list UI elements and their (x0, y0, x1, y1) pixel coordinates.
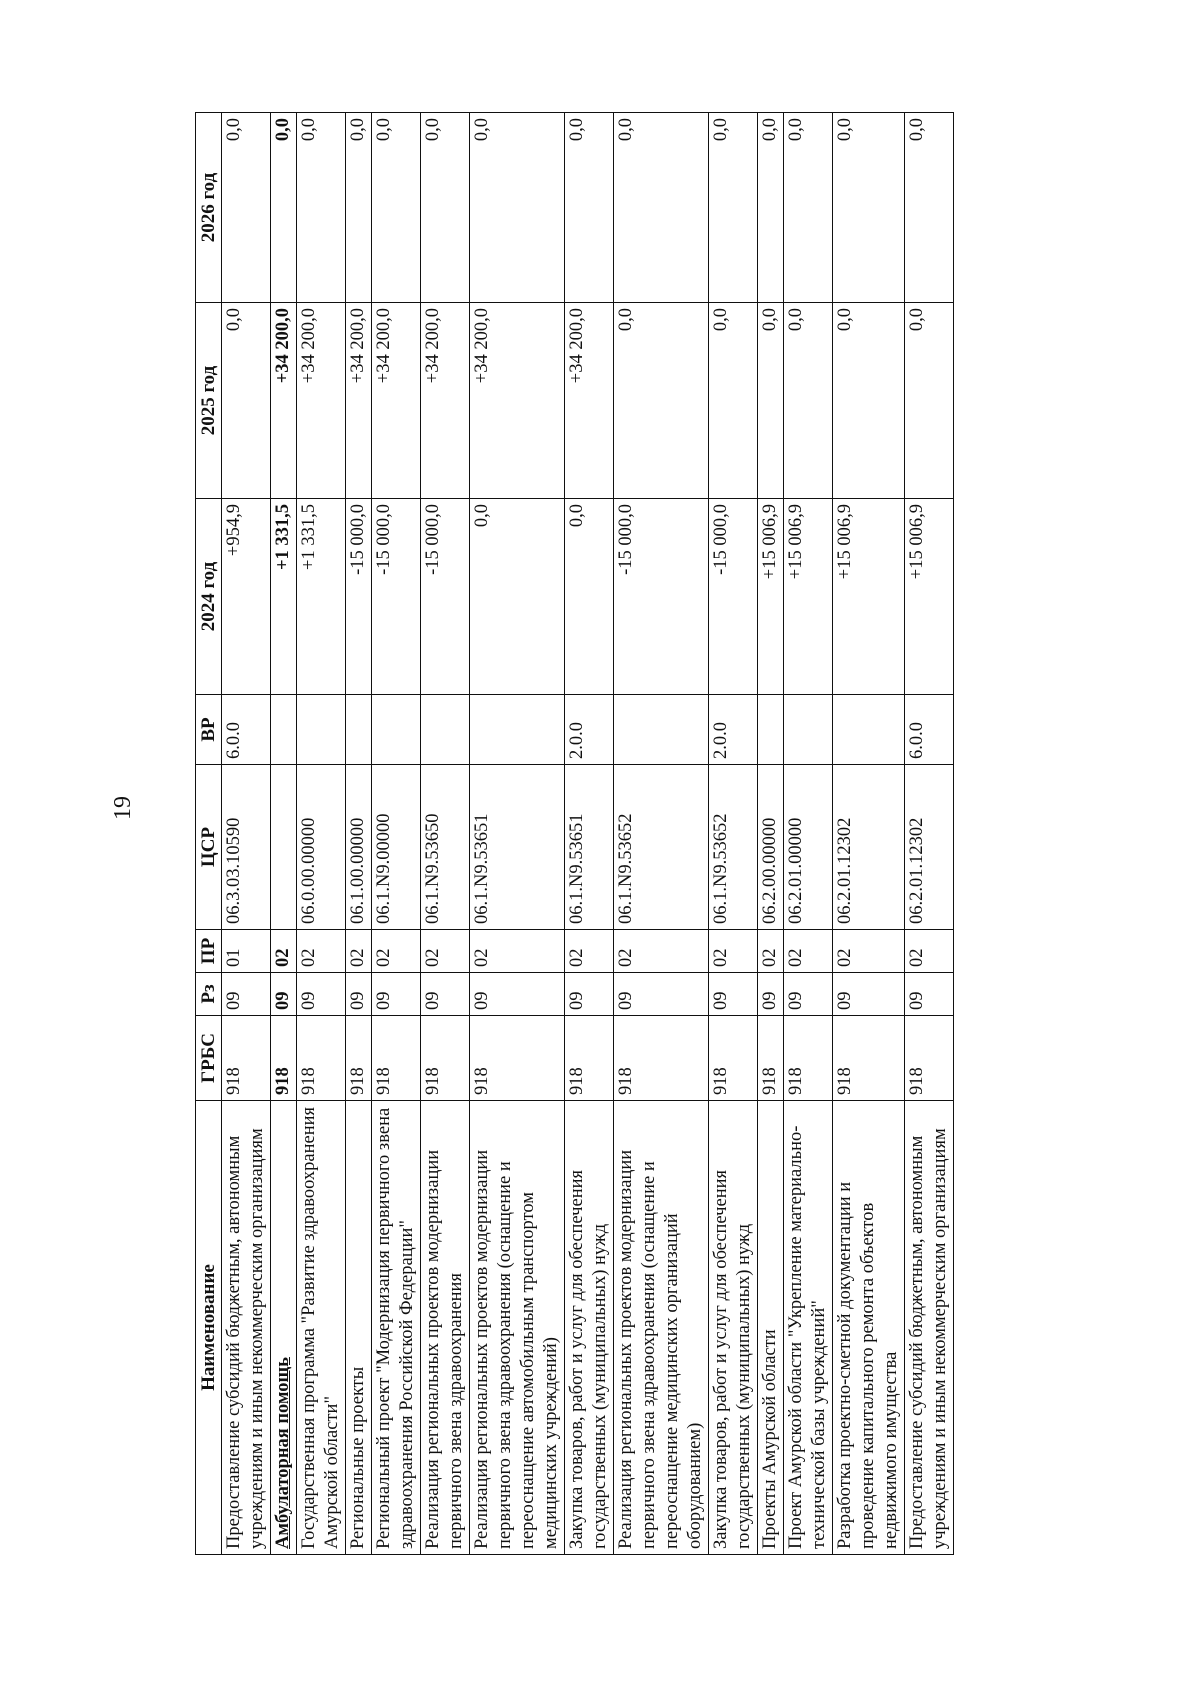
name-cell: Амбулаторная помощь (271, 1101, 297, 1555)
grbs-cell: 918 (565, 1016, 614, 1101)
rz-cell: 09 (758, 973, 784, 1016)
table-row (565, 113, 614, 1555)
year-2024-cell: +15 006,9 (833, 499, 905, 695)
csr-cell: 06.1.N9.53651 (470, 765, 565, 930)
table-row (372, 113, 421, 1555)
pr-cell: 02 (833, 930, 905, 973)
year-2024-cell: +1 331,5 (271, 499, 297, 695)
year-2025-cell: 0,0 (833, 303, 905, 499)
table-row (614, 113, 709, 1555)
grbs-cell: 918 (346, 1016, 372, 1101)
table-row (784, 113, 833, 1555)
grbs-cell: 918 (758, 1016, 784, 1101)
header-cell: ГРБС (196, 1016, 222, 1101)
name-cell: Закупка товаров, работ и услуг для обеспечения государственных (муниципальных) нужд (565, 1101, 614, 1555)
rz-cell: 09 (905, 973, 954, 1016)
year-2025-cell: +34 200,0 (421, 303, 470, 499)
pr-cell: 02 (372, 930, 421, 973)
vr-cell: 6.0.0 (905, 695, 954, 765)
year-2025-cell: 0,0 (905, 303, 954, 499)
year-2026-cell: 0,0 (271, 113, 297, 303)
year-2024-cell: -15 000,0 (614, 499, 709, 695)
year-2025-cell: +34 200,0 (470, 303, 565, 499)
pr-cell: 02 (297, 930, 346, 973)
csr-cell: 06.0.00.00000 (297, 765, 346, 930)
csr-cell (271, 765, 297, 930)
year-2026-cell: 0,0 (565, 113, 614, 303)
csr-cell: 06.1.00.00000 (346, 765, 372, 930)
table-row (470, 113, 565, 1555)
year-2025-cell: +34 200,0 (297, 303, 346, 499)
table-row (905, 113, 954, 1555)
grbs-cell: 918 (271, 1016, 297, 1101)
year-2026-cell: 0,0 (758, 113, 784, 303)
vr-cell: 2.0.0 (565, 695, 614, 765)
vr-cell (372, 695, 421, 765)
vr-cell (346, 695, 372, 765)
header-cell: Рз (196, 973, 222, 1016)
name-cell: Закупка товаров, работ и услуг для обеспечения государственных (муниципальных) нужд (709, 1101, 758, 1555)
year-2026-cell: 0,0 (833, 113, 905, 303)
table-row (271, 113, 297, 1555)
year-2026-cell: 0,0 (784, 113, 833, 303)
csr-cell: 06.1.N9.53650 (421, 765, 470, 930)
table-row (222, 113, 271, 1555)
header-cell: ВР (196, 695, 222, 765)
year-2025-cell: +34 200,0 (565, 303, 614, 499)
grbs-cell: 918 (784, 1016, 833, 1101)
rz-cell: 09 (421, 973, 470, 1016)
vr-cell (271, 695, 297, 765)
year-2025-cell: +34 200,0 (346, 303, 372, 499)
rz-cell: 09 (297, 973, 346, 1016)
year-2025-cell: 0,0 (614, 303, 709, 499)
vr-cell: 6.0.0 (222, 695, 271, 765)
pr-cell: 02 (709, 930, 758, 973)
year-2026-cell: 0,0 (614, 113, 709, 303)
header-cell: ЦСР (196, 765, 222, 930)
pr-cell: 02 (905, 930, 954, 973)
name-cell: Предоставление субсидий бюджетным, автономным учреждениям и иным некоммерческим организациям (222, 1101, 271, 1555)
year-2026-cell: 0,0 (470, 113, 565, 303)
year-2026-cell: 0,0 (346, 113, 372, 303)
year-2026-cell: 0,0 (372, 113, 421, 303)
csr-cell: 06.1.N9.53651 (565, 765, 614, 930)
pr-cell: 02 (470, 930, 565, 973)
year-2025-cell: 0,0 (784, 303, 833, 499)
grbs-cell: 918 (297, 1016, 346, 1101)
year-2024-cell: +15 006,9 (784, 499, 833, 695)
csr-cell: 06.1.N9.53652 (709, 765, 758, 930)
table-row (421, 113, 470, 1555)
grbs-cell: 918 (614, 1016, 709, 1101)
grbs-cell: 918 (372, 1016, 421, 1101)
vr-cell: 2.0.0 (709, 695, 758, 765)
rz-cell: 09 (833, 973, 905, 1016)
grbs-cell: 918 (905, 1016, 954, 1101)
year-2026-cell: 0,0 (222, 113, 271, 303)
name-cell: Государственная программа "Развитие здравоохранения Амурской области" (297, 1101, 346, 1555)
year-2024-cell: -15 000,0 (372, 499, 421, 695)
name-cell: Проект Амурской области "Укрепление материально-технической базы учреждений" (784, 1101, 833, 1555)
vr-cell (614, 695, 709, 765)
year-2026-cell: 0,0 (905, 113, 954, 303)
vr-cell (470, 695, 565, 765)
header-cell: Наименование (196, 1101, 222, 1555)
csr-cell: 06.2.01.12302 (905, 765, 954, 930)
pr-cell: 02 (271, 930, 297, 973)
rz-cell: 09 (271, 973, 297, 1016)
year-2024-cell: +954,9 (222, 499, 271, 695)
vr-cell (758, 695, 784, 765)
table-row (758, 113, 784, 1555)
rz-cell: 09 (709, 973, 758, 1016)
rz-cell: 09 (784, 973, 833, 1016)
csr-cell: 06.3.03.10590 (222, 765, 271, 930)
csr-cell: 06.1.N9.00000 (372, 765, 421, 930)
table-row (297, 113, 346, 1555)
vr-cell (784, 695, 833, 765)
page-number: 19 (110, 796, 136, 820)
csr-cell: 06.2.01.00000 (784, 765, 833, 930)
name-cell: Реализация региональных проектов модернизации первичного звена здравоохранения (оснащение и переоснащение автомобильным транспортом медицинских учреждений) (470, 1101, 565, 1555)
vr-cell (297, 695, 346, 765)
budget-table (195, 112, 954, 1555)
pr-cell: 02 (614, 930, 709, 973)
name-cell: Реализация региональных проектов модернизации первичного звена здравоохранения (оснащение и переоснащение медицинских организаций оборудованием) (614, 1101, 709, 1555)
rz-cell: 09 (470, 973, 565, 1016)
csr-cell: 06.2.01.12302 (833, 765, 905, 930)
grbs-cell: 918 (470, 1016, 565, 1101)
year-2024-cell: -15 000,0 (709, 499, 758, 695)
vr-cell (421, 695, 470, 765)
grbs-cell: 918 (833, 1016, 905, 1101)
header-cell: ПР (196, 930, 222, 973)
year-2024-cell: 0,0 (565, 499, 614, 695)
year-2026-cell: 0,0 (709, 113, 758, 303)
year-2024-cell: +15 006,9 (905, 499, 954, 695)
pr-cell: 01 (222, 930, 271, 973)
rz-cell: 09 (372, 973, 421, 1016)
name-cell: Региональный проект "Модернизация первичного звена здравоохранения Российской Федерации" (372, 1101, 421, 1555)
name-cell: Проекты Амурской области (758, 1101, 784, 1555)
year-2025-cell: +34 200,0 (271, 303, 297, 499)
name-cell: Предоставление субсидий бюджетным, автономным учреждениям и иным некоммерческим организациям (905, 1101, 954, 1555)
year-2025-cell: 0,0 (758, 303, 784, 499)
year-2025-cell: 0,0 (222, 303, 271, 499)
year-2026-cell: 0,0 (297, 113, 346, 303)
grbs-cell: 918 (222, 1016, 271, 1101)
year-2024-cell: +1 331,5 (297, 499, 346, 695)
rz-cell: 09 (565, 973, 614, 1016)
year-2025-cell: +34 200,0 (372, 303, 421, 499)
pr-cell: 02 (421, 930, 470, 973)
name-cell: Разработка проектно-сметной документации и проведение капитального ремонта объектов недвижимого имущества (833, 1101, 905, 1555)
csr-cell: 06.1.N9.53652 (614, 765, 709, 930)
pr-cell: 02 (758, 930, 784, 973)
table-row (346, 113, 372, 1555)
rz-cell: 09 (222, 973, 271, 1016)
rz-cell: 09 (614, 973, 709, 1016)
name-cell: Реализация региональных проектов модернизации первичного звена здравоохранения (421, 1101, 470, 1555)
rz-cell: 09 (346, 973, 372, 1016)
year-2024-cell: 0,0 (470, 499, 565, 695)
year-2025-cell: 0,0 (709, 303, 758, 499)
vr-cell (833, 695, 905, 765)
table-row (833, 113, 905, 1555)
header-cell: 2024 год (196, 499, 222, 695)
csr-cell: 06.2.00.00000 (758, 765, 784, 930)
table-header-row (196, 113, 222, 1555)
year-2024-cell: -15 000,0 (346, 499, 372, 695)
year-2024-cell: -15 000,0 (421, 499, 470, 695)
year-2026-cell: 0,0 (421, 113, 470, 303)
rotated-table-container (195, 113, 1051, 1555)
header-cell: 2025 год (196, 303, 222, 499)
year-2024-cell: +15 006,9 (758, 499, 784, 695)
header-cell: 2026 год (196, 113, 222, 303)
grbs-cell: 918 (709, 1016, 758, 1101)
name-cell: Региональные проекты (346, 1101, 372, 1555)
pr-cell: 02 (346, 930, 372, 973)
pr-cell: 02 (784, 930, 833, 973)
table-row (709, 113, 758, 1555)
pr-cell: 02 (565, 930, 614, 973)
grbs-cell: 918 (421, 1016, 470, 1101)
